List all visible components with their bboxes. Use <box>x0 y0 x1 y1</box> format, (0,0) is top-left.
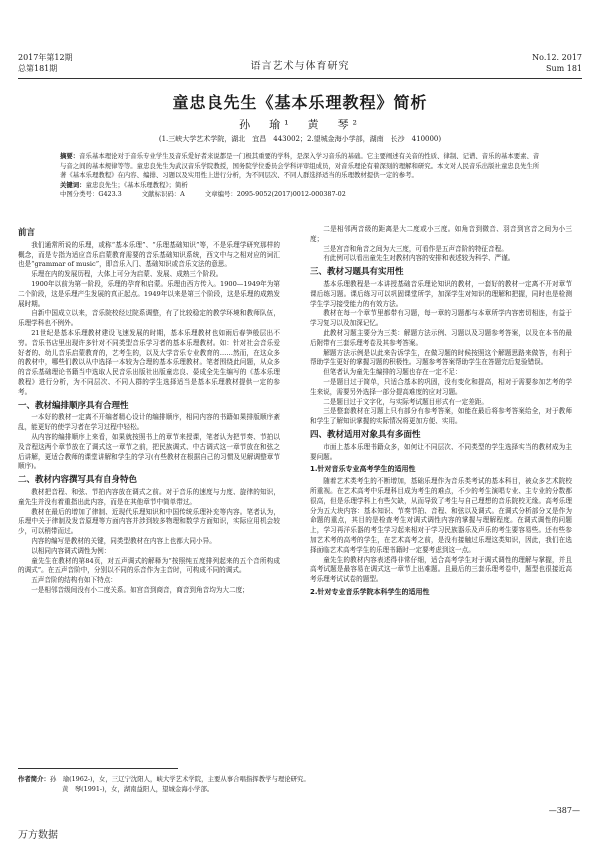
paragraph: 二是相邻两音级的距离是大二度或小三度。如角音到微音、羽音到宫音之间为小三度； <box>310 225 572 243</box>
paragraph: 一本好的教材一定离不开编者精心设计的编排顺序，相同内容的书籍如果排版顺序紊乱，能更好的使学习者在学习过程中轻松。 <box>18 413 280 432</box>
header-sum: Sum 181 <box>545 64 582 73</box>
right-column <box>310 225 572 600</box>
paragraph: 一是题目过于简单，只适合基本的巩固，没有变化和提高，相对于需要参加艺考的学生来说，需要另外选择一部分提高难度的应对习题。 <box>310 377 572 396</box>
paragraph: 三是宫音和角音之间为大三度，可看作是五声音阶的特征音程。 <box>323 244 508 253</box>
section-heading: 三、教材习题具有实用性 <box>310 267 404 278</box>
header-divider <box>18 78 582 79</box>
paragraph: 随着艺术类考生的不断增加，基础乐理作为音乐类考试的基本科目，被众多艺术院校所重视。在艺术高考中乐理科目成为考生的难点，不少的考生演唱专业、主专业的分数都很高，但是乐理学科上有些欠缺，从而导致了考生与自己理想的音乐院校无缘。高考乐理分为五大块内容：基本知识、节奏节拍、音程、和弦以及调式。在调式分析部分又是作为命题的重点，其目的是检查考生对调式调性内容的掌握与理解程度。在调式调性的问题上，学习再洋乐器的考生学习起来相对于学习民族器乐及声乐的考生要容易些。还有些参加艺术考的高考的学生，在艺术高考之前，是没有接触过乐理这类知识，因此，我们在选择面临艺术高考学生的乐理书籍时一定要考虑到这一点。 <box>310 477 572 554</box>
paragraph: 三是整套教材在习题上只有部分有参考答案，如能在最后将参考答案给全，对于教师和学生了解知识掌握的实际情况将更加方便、实用。 <box>310 407 572 426</box>
section-heading: 二、教材内容撰写具有自身特色 <box>18 475 138 486</box>
header-total-issue: 总第181期 <box>18 64 58 73</box>
subsection-heading: 2.针对专业音乐学院本科学生的适用性 <box>310 587 430 596</box>
footnote-label: 作者简介： <box>18 775 50 783</box>
paragraph: 乐理在内的发展历程，大体上可分为启蒙、发展、成熟三个阶段。 <box>31 270 223 279</box>
paragraph: 我们通常所说的乐理，或称“基本乐理”、“乐理基础知识”等，不是乐理学研究那样的概念，而是专指为适应音乐启蒙教育需要的音乐基础知识系统，西文中与之相对应的词汇也是“grammar of music”，即音乐入门、基础知识或音乐文法的意思。 <box>18 240 280 269</box>
clc-number: 中图分类号：G423.3 <box>60 190 122 199</box>
paragraph: 自新中国成立以来，音乐院校经过院系调整，有了比较稳定的教学环境和教师队伍，乐理学科也不例外。 <box>18 309 280 328</box>
abstract-block <box>60 152 542 200</box>
header-year-issue: 2017年第12期 <box>18 53 73 62</box>
paragraph: 此教材习题主要分为三类：解题方法示例、习题以及习题参考答案，以及在本书的最后附带有三套乐理考卷及其参考答案。 <box>310 328 572 347</box>
footnote-line <box>18 774 310 784</box>
abstract <box>60 152 542 181</box>
paragraph: 内容的编写是教材的关键，同类型教材在内容上也都大同小异。 <box>31 536 216 545</box>
left-column <box>18 225 280 596</box>
paragraph: 21世纪是基本乐理教材建设飞速发展的时期，基本乐理教材也如雨后春笋般层出不穷。音乐书店里出现许多针对不同类型音乐学习者的基本乐理教材。如：针对社会音乐爱好者的、幼儿音乐启蒙教育的，艺考生的，以及大学音乐专业教育的……然而，在这众多的教材中，哪些们教以从中选择一本较为合理的基本乐理教材。笔者围绕此问题，从众多的音乐基础理论书籍当中选取人民音乐出版社出版童忠良、晏成全先生编写的《基本乐理教程》进行分析，为不同层次、不同人群的学生选择适当是基本乐理教材提供一定的参考。 <box>18 328 280 396</box>
keywords-label: 关键词： <box>60 180 86 189</box>
article-authors: 孙 瑜¹ 黄 琴² <box>239 118 361 131</box>
section-heading: 四、教材适用对象具有多面性 <box>310 429 421 440</box>
document-code: 文献标识码：A <box>141 190 185 199</box>
paragraph: 童先生在教材的第84页，对五声调式的解释为“按照纯五度排列起来的五个音所构成的调式”。在五声音阶中，分别以不同的乐音作为主音时，可构成不同的调式。 <box>18 556 280 575</box>
keywords <box>60 181 542 191</box>
abstract-label: 摘要： <box>60 152 80 160</box>
keywords-text: 童忠良先生；《基本乐理教程》；简析 <box>85 180 188 189</box>
footnote-divider <box>18 768 178 769</box>
paragraph: 一是相邻音级间没有小二度关系。如宫音到商音，商音到角音均为大二度； <box>31 585 249 594</box>
article-title: 童忠良先生《基本乐理教程》简析 <box>172 93 428 112</box>
footnote-line-1: 孙 瑜(1962-)，女，三辽宁沈阳人，峡大学艺术学院，主要从事合唱指挥教学与理论研究。 <box>49 775 310 783</box>
preface-heading: 前言 <box>18 228 36 238</box>
subsection-heading: 1.针对音乐专业高考学生的适用性 <box>310 465 416 474</box>
paragraph: 基本乐理教程是一本讲授基础音乐理论知识的教材，一套好的教材一定离不开对章节课后练习题。课后练习可以巩固课堂所学，加深学生对知识的理解和把握，同时也是检测学生学习接受能力的有效方法。 <box>310 279 572 308</box>
paragraph: 从内容的编排顺序上来看，如果就按照书上的章节来授课，笔者认为把节奏、节拍以及音程这两个章节放在了调式这一章节之前，把民族调式、中古调式这一章节放在和弦之后讲解，更适合教师的课堂讲解和学生的学习(有些教材在根据自己的习惯及见解调整章节顺序)。 <box>18 432 280 471</box>
author-affiliation: (1.三峡大学艺术学院，湖北 宜昌 443002；2.望城金海小学部，湖南 长沙 410000) <box>158 135 442 143</box>
abstract-text: 音乐基本理论对于音乐专业学生及音乐爱好者来说都是一门极其重要的学科，是深入学习音乐的基础。它主要阐述有关音的性质、律制、记谱、音乐的基本要素、音与音之间的基本规律等等。童忠良先生为武汉音乐学院教授，国务院学位委员会学科评审组成员，对音乐理论有着深刻的理解和研究。本文对人民音乐出版社童忠良先生所著《基本乐理教程》在内容、编排、习题以及实用性上进行分析，为不同层次、不同人群选择适当的乐理教材提供一定的参考。 <box>60 152 540 180</box>
paragraph: 有此例可以看出童先生对教材内容的安排和表述较为科学、严谨。 <box>323 254 515 263</box>
paragraph: 教材在最后的增加了律制、近现代乐理知识和中国传统乐理补充等内容。笔者认为，乐理中关于律制及发音原理等方面内容并涉到较多物理和数学方面知识，实际应用机会较少，可以稍带而过。 <box>18 507 280 536</box>
paragraph: 教材把音程、和弦、节拍内容放在调式之前。对于音乐的速度与力度、旋律的知识，童先生并没有着重指出此内容，而是在其他章节中简单带过。 <box>18 487 280 506</box>
paragraph: 五声音阶的结构有如下特点： <box>31 576 117 585</box>
paragraph: 教材在每一个章节里都带有习题，每一章的习题都与本章所学内容密切相连，有益于学习复习以及加深记忆。 <box>310 309 572 328</box>
paragraph: 二是题目过于文字化，与实际考试题目形式有一定差距。 <box>323 397 489 406</box>
page-number: —387— <box>548 806 580 815</box>
paragraph: 市面上基本乐理书籍众多，如何让不同层次、不同类型的学生选择实当的教材成为主要问题。 <box>310 442 572 461</box>
classification-row <box>60 190 542 200</box>
article-number: 文章编号：2095-9052(2017)0012-000387-02 <box>204 190 346 199</box>
header-no: No.12. 2017 <box>532 53 582 62</box>
database-watermark: 万方数据 <box>18 830 58 841</box>
paragraph: 以相同内容调式调性为例： <box>31 546 111 555</box>
footnote-line-2: 黄 琴(1991-)，女，湖南益阳人，望城金海小学部。 <box>62 785 214 793</box>
header-number <box>532 52 582 74</box>
journal-name: 语言艺术与体育研究 <box>250 61 350 72</box>
paragraph: 1900年以前为第一阶段，乐理的孕育和启蒙。乐理由西方传入。1900—1949年为第二个阶段，这是乐理产生发展的真正起点。1949年以来是第三个阶段，这是乐理的成熟发展时期。 <box>18 279 280 308</box>
footnote-line <box>18 784 310 794</box>
section-heading: 一、教材编排顺序具有合理性 <box>18 400 129 411</box>
paragraph: 但笔者认为童先生编排的习题也存在一定不足： <box>323 368 462 377</box>
paragraph: 童先生的教材内容表述得非常仔细，适合高考学生对于调式调性的理解与掌握，并且高考试题是最容易在调式这一章节上出难题。且最后的三套乐理考卷中，题型也很接近高考乐理考试试卷的题型。 <box>310 555 572 584</box>
paragraph: 解题方法示例是以此来告诉学生，在做习题的时候按照这个解题思路来做答，有利于帮助学生更好的掌握习题的积极性。习题参考答案帮助学生在答题完后复验错误。 <box>310 348 572 367</box>
author-footnote <box>18 774 310 794</box>
